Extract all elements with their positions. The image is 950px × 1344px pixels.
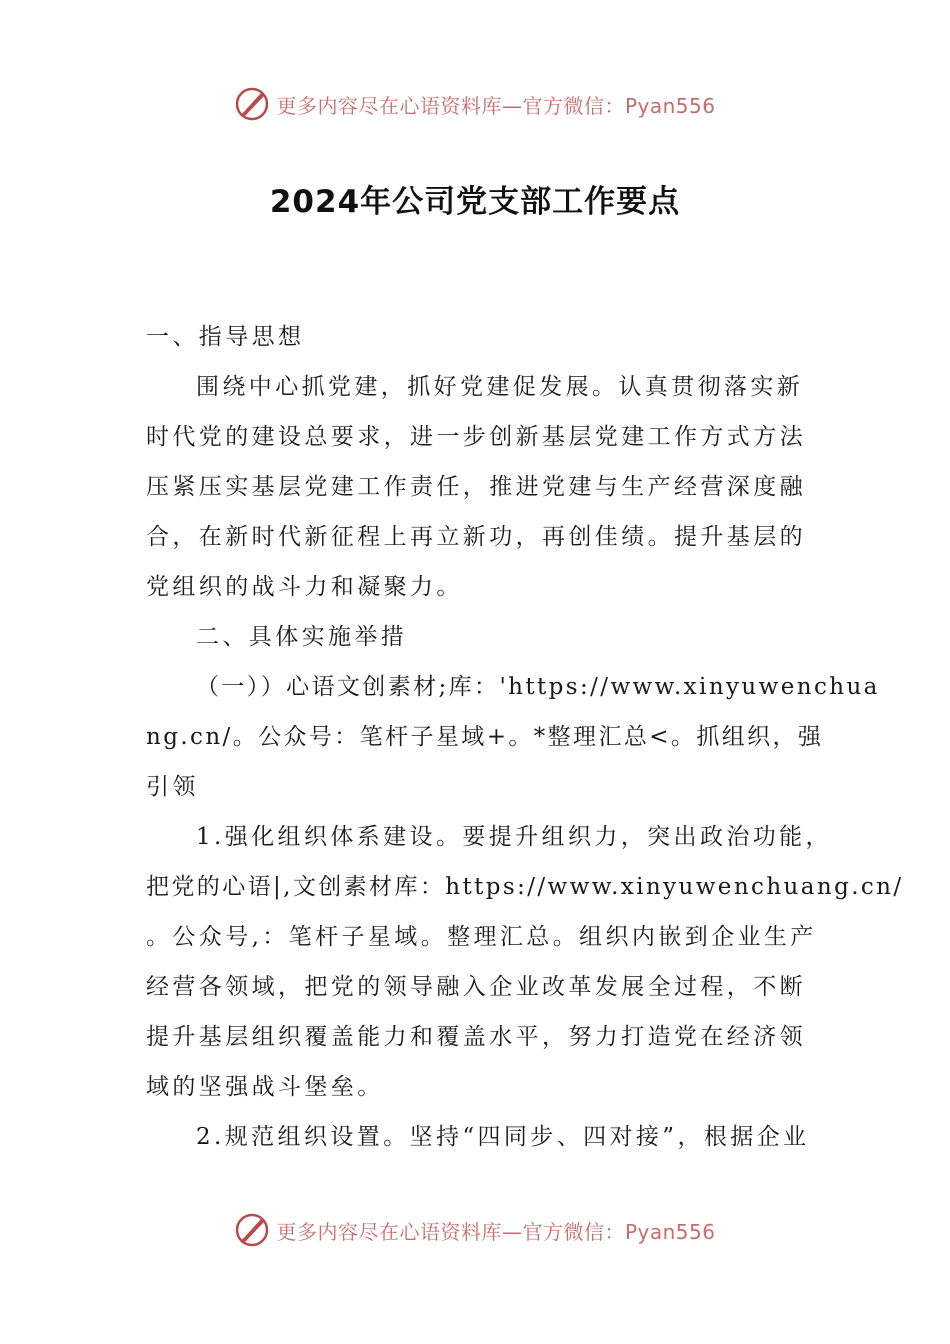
text-line: 把党的心语|,文创素材库：https://www.xinyuwenchuang.cn/: [146, 874, 904, 900]
text-line: 经营各领域，把党的领导融入企业改革发展全过程，不断: [146, 974, 806, 1000]
text-line: 合，在新时代新征程上再立新功，再创佳绩。提升基层的: [146, 524, 806, 550]
watermark-text: 更多内容尽在心语资料库—官方微信：Pyan556: [276, 1219, 716, 1244]
text-line: 域的坚强战斗堡垒。: [146, 1074, 384, 1100]
text-line: 党组织的战斗力和凝聚力。: [146, 574, 463, 600]
text-line: ng.cn/。公众号：笔杆子星域+。*整理汇总<。抓组织，强: [146, 724, 824, 750]
text-line: 。公众号,：笔杆子星域。整理汇总。组织内嵌到企业生产: [146, 924, 817, 950]
text-line: 1.强化组织体系建设。要提升组织力，突出政治功能，: [196, 824, 832, 850]
quill-logo-icon: [234, 1212, 270, 1248]
document-title: 2024年公司党支部工作要点: [269, 184, 681, 220]
text-line: 引领: [146, 774, 199, 800]
text-line: 压紧压实基层党建工作责任，推进党建与生产经营深度融: [146, 474, 806, 500]
text-line: 提升基层组织覆盖能力和覆盖水平，努力打造党在经济领: [146, 1024, 806, 1050]
text-line: 2.规范组织设置。坚持“四同步、四对接”，根据企业: [196, 1124, 810, 1150]
text-line: （一））心语文创素材;库：'https://www.xinyuwenchua: [196, 674, 880, 700]
text-line: 一、指导思想: [146, 324, 305, 350]
watermark-text: 更多内容尽在心语资料库—官方微信：Pyan556: [276, 93, 716, 118]
document-body: [146, 312, 904, 1162]
text-line: 围绕中心抓党建，抓好党建促发展。认真贯彻落实新: [196, 374, 804, 400]
watermark-footer: [0, 1210, 950, 1250]
text-line: 二、具体实施举措: [196, 624, 408, 650]
watermark-header: [0, 84, 950, 124]
text-line: 时代党的建设总要求，进一步创新基层党建工作方式方法: [146, 424, 806, 450]
quill-logo-icon: [234, 86, 270, 122]
